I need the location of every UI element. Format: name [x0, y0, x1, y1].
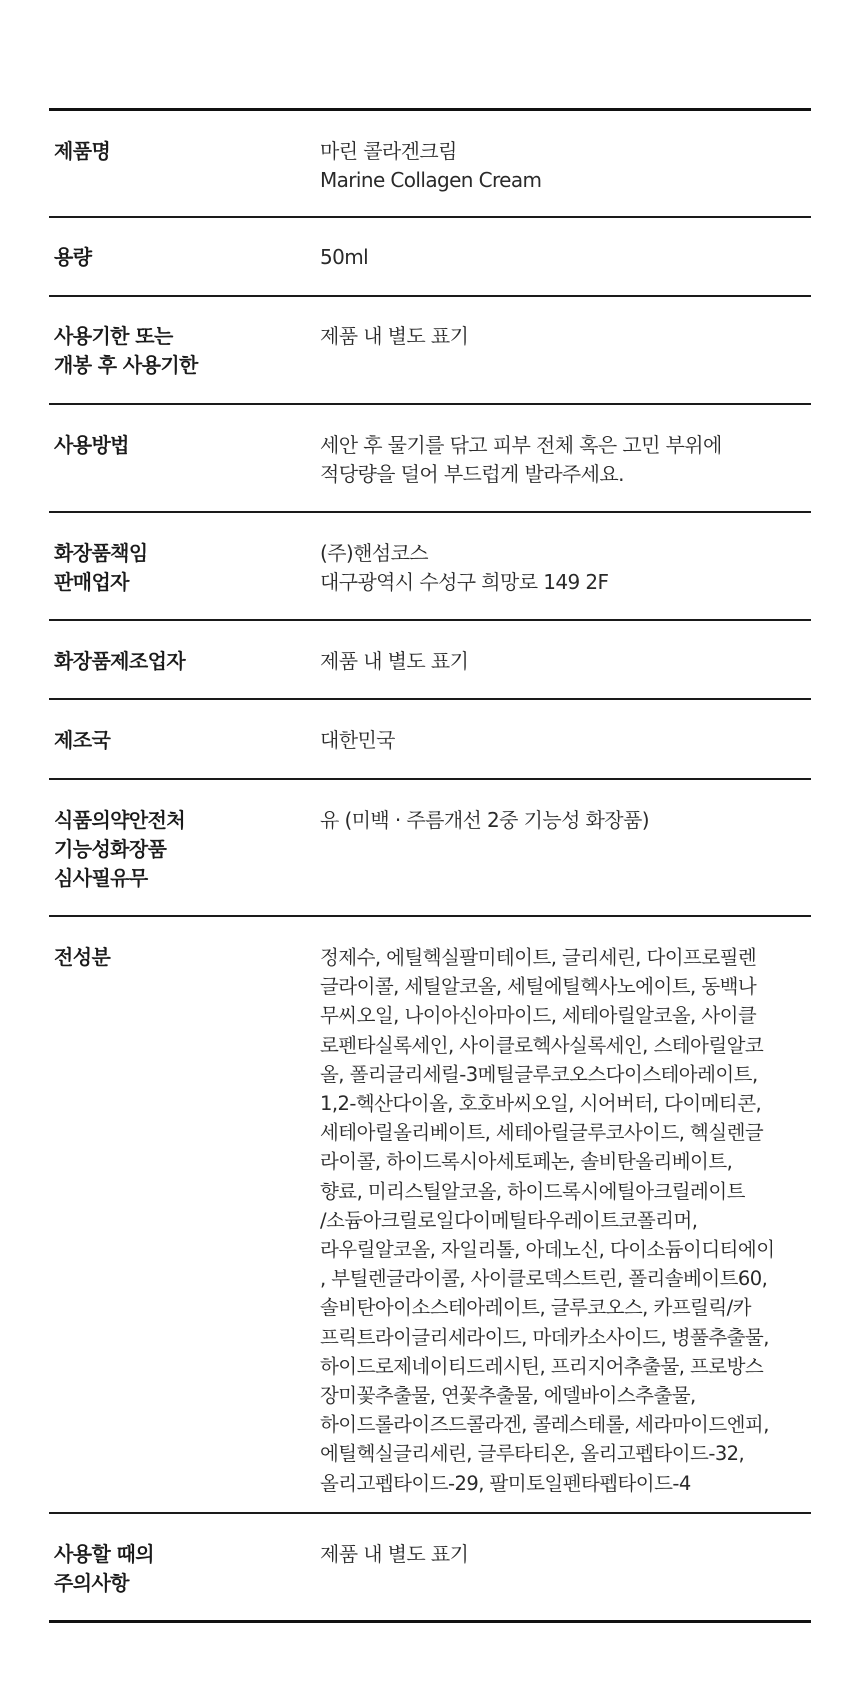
label-functional-review: 식품의약안전처 기능성화장품 심사필유무 — [54, 808, 186, 890]
label-responsible-seller: 화장품책임 판매업자 — [54, 541, 148, 594]
label-product-name: 제품명 — [54, 139, 111, 163]
row-volume — [49, 218, 811, 297]
value-ingredients: 정제수, 에틸헥실팔미테이트, 글리세린, 다이프로필렌 글라이콜, 세틸알코올, 세틸에틸헥사노에이트, 동백나 무씨오일, 나이아신아마이드, 세테아릴알코올, 사이클 로펜타실록세인, 사이클로헥사실록세인, 스테아릴알코 올, 폴리글리세릴-3메틸글루코오스다이스테아레이트, 1,2-헥산다이올, 호호바씨오일, 시어버터, 다이메티콘, 세테아릴올리베이트, 세테아릴글루코사이드, 헥실렌글 라이콜, 하이드록시아세토페논, 솔비탄올리베이트, 향료, 미리스틸알코올, 하이드록시에틸아크릴레이트 /소듐아크릴로일다이메틸타우레이트코폴리머, 라우릴알코올, 자일리톨, 아데노신, 다이소듐이디티에이 , 부틸렌글라이콜, 사이클로덱스트린, 폴리솔베이트60, 솔비탄아이소스테아레이트, 글루코오스, 카프릴릭/카 프릭트라이글리세라이드, 마데카소사이드, 병풀추출물, 하이드로제네이티드레시틴, 프리지어추출물, 프로방스 장미꽃추출물, 연꽃추출물, 에델바이스추출물, 하이드롤라이즈드콜라겐, 콜레스테롤, 세라마이드엔피, 에틸헥실글리세린, 글루타티온, 올리고펩타이드-32, 올리고펩타이드-29, 팔미토일펜타펩타이드-4 — [320, 946, 775, 1495]
label-country: 제조국 — [54, 728, 111, 752]
row-expiry — [49, 297, 811, 405]
label-expiry: 사용기한 또는 개봉 후 사용기한 — [54, 324, 198, 377]
value-usage: 세안 후 물기를 닦고 피부 전체 혹은 고민 부위에 적당량을 덜어 부드럽게 발라주세요. — [320, 433, 722, 486]
value-expiry: 제품 내 별도 표기 — [320, 324, 469, 348]
label-ingredients: 전성분 — [54, 945, 111, 969]
row-usage — [49, 405, 811, 513]
row-product-name — [49, 111, 811, 218]
row-manufacturer — [49, 621, 811, 700]
row-ingredients — [49, 917, 811, 1514]
value-product-name: 마린 콜라겐크림 Marine Collagen Cream — [320, 139, 542, 192]
value-country: 대한민국 — [320, 728, 395, 752]
label-volume: 용량 — [54, 245, 92, 269]
row-responsible-seller — [49, 513, 811, 621]
value-functional-review: 유 (미백 · 주름개선 2중 기능성 화장품) — [320, 808, 649, 832]
label-usage: 사용방법 — [54, 433, 129, 457]
value-manufacturer: 제품 내 별도 표기 — [320, 649, 469, 673]
value-precautions: 제품 내 별도 표기 — [320, 1542, 469, 1566]
row-country — [49, 700, 811, 780]
product-info-table — [49, 108, 811, 1623]
label-precautions: 사용할 때의 주의사항 — [54, 1542, 154, 1595]
value-responsible-seller: (주)핸섬코스 대구광역시 수성구 희망로 149 2F — [320, 541, 609, 594]
row-functional-review — [49, 780, 811, 917]
row-precautions — [49, 1514, 811, 1623]
value-volume: 50ml — [320, 245, 369, 269]
label-manufacturer: 화장품제조업자 — [54, 649, 186, 673]
